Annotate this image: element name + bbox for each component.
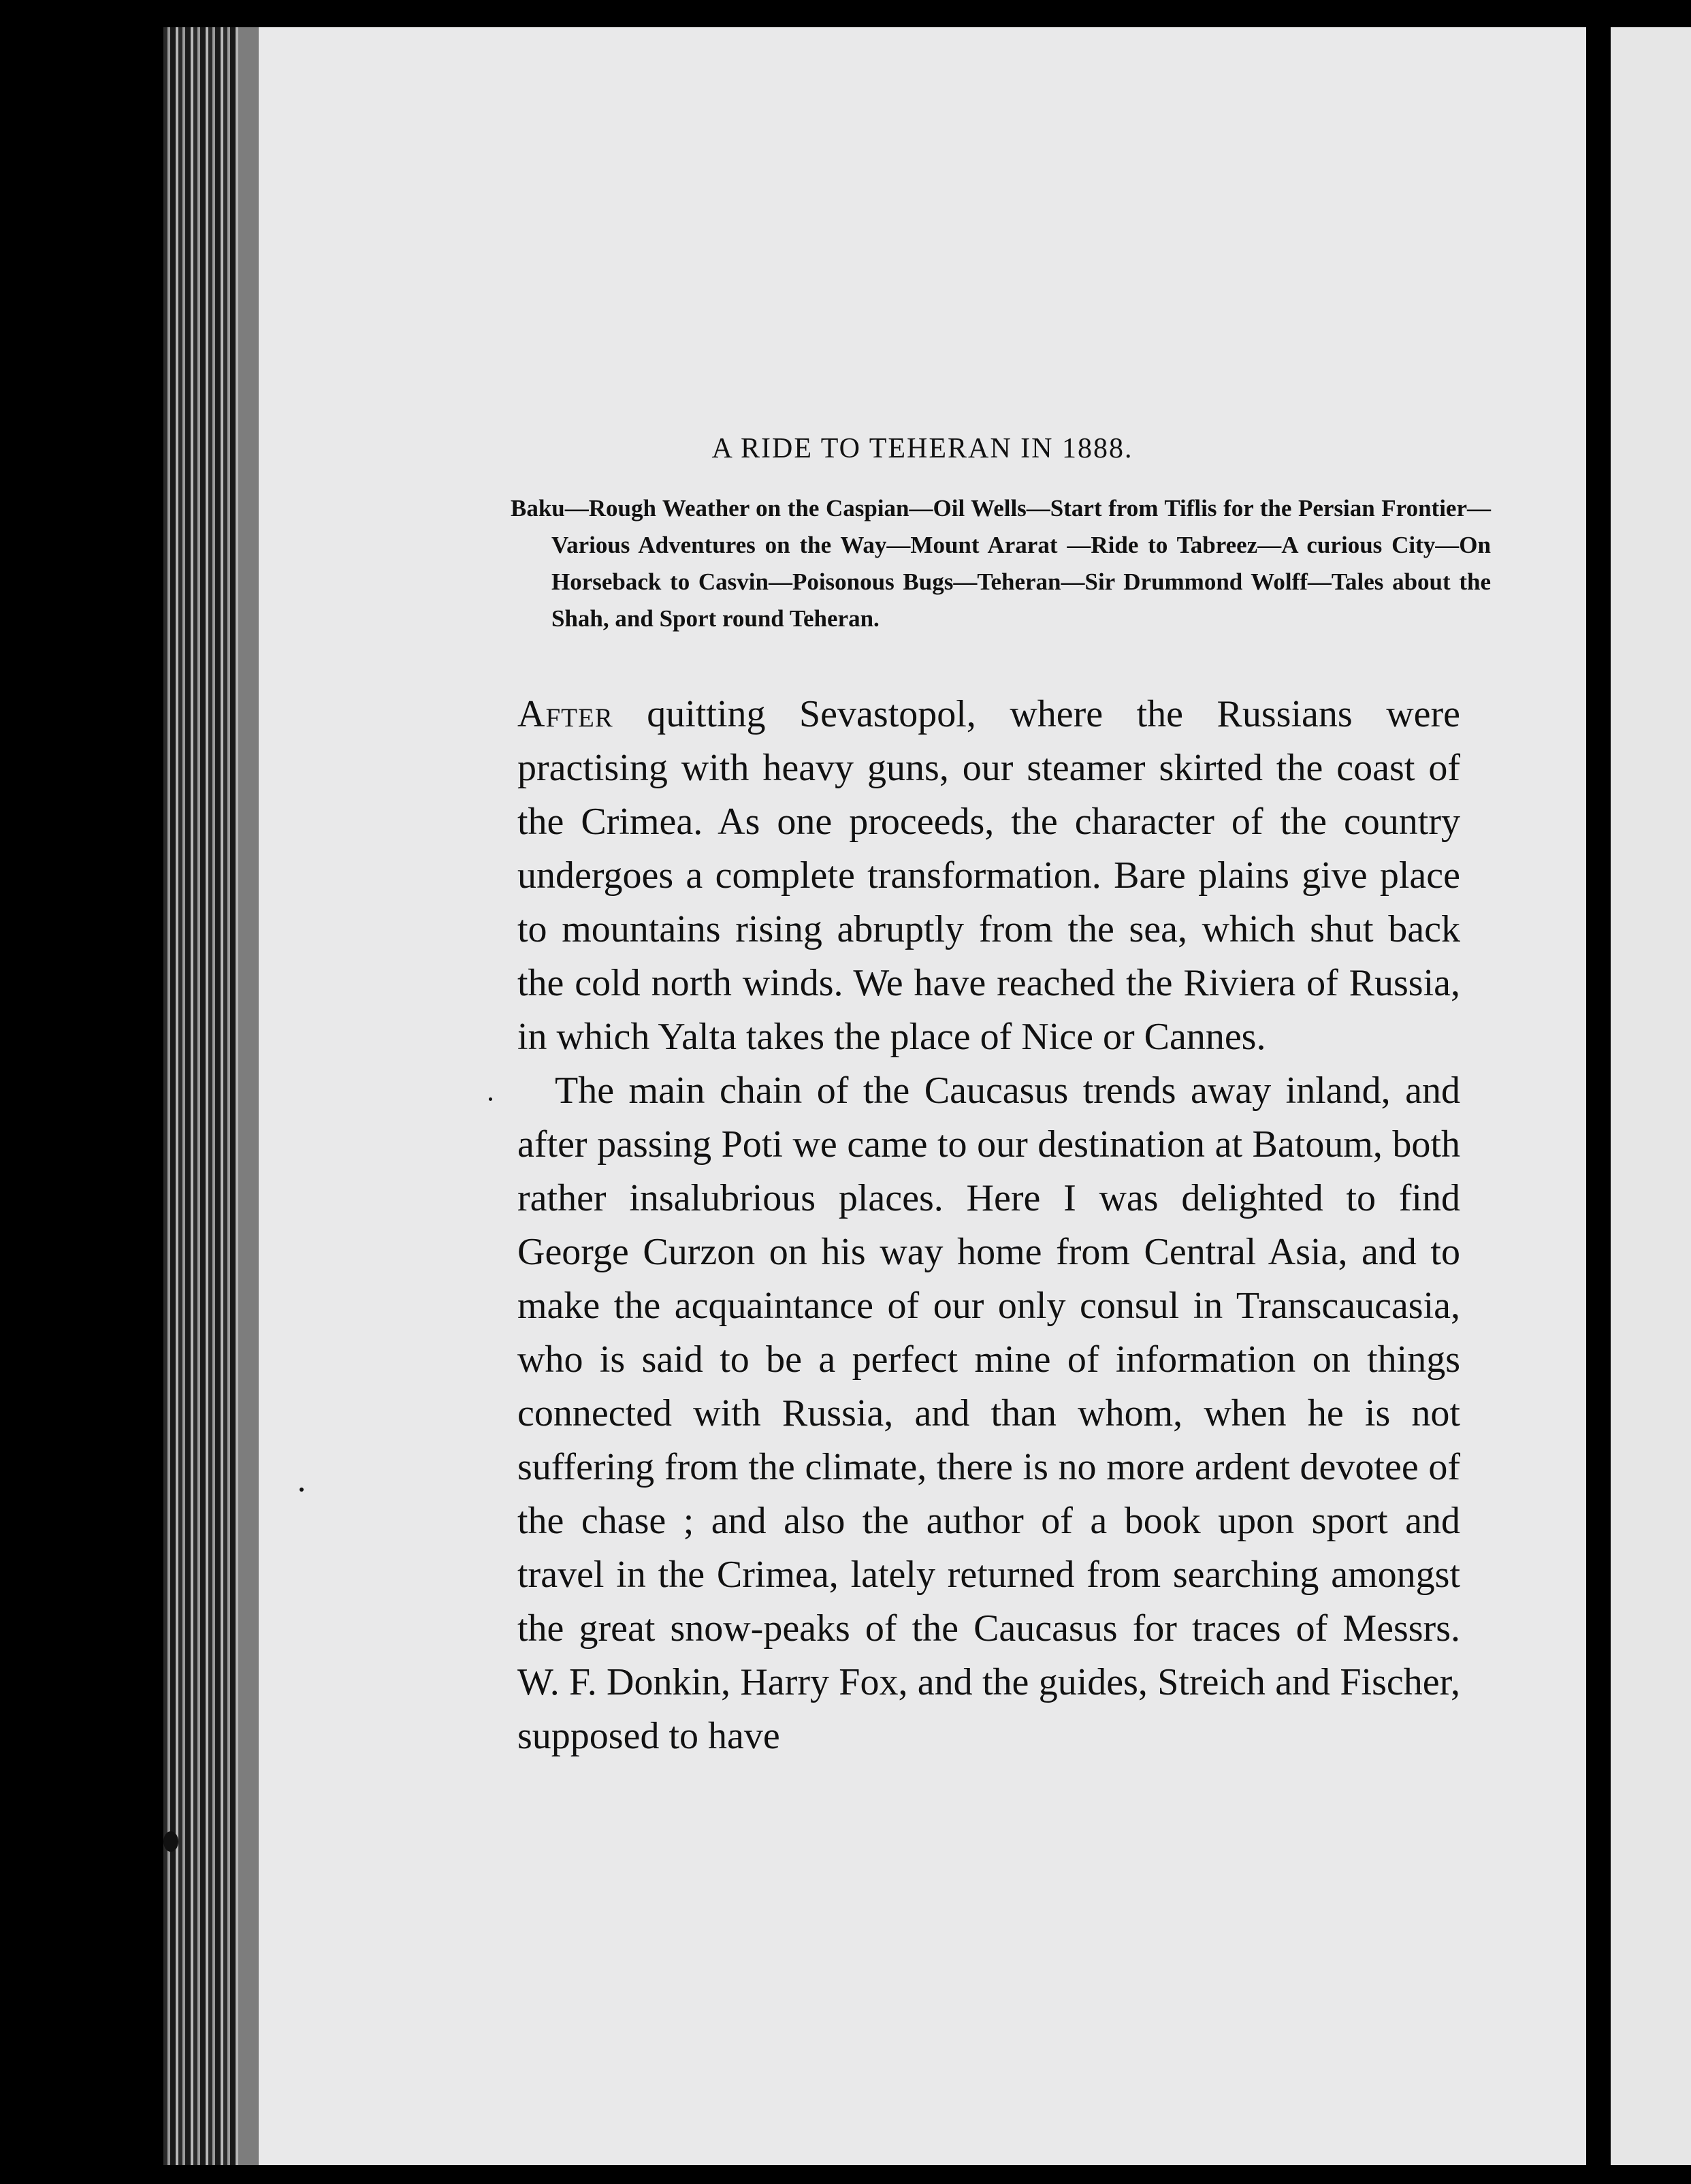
body-text bbox=[517, 688, 1460, 1763]
scan-speck bbox=[489, 1097, 492, 1101]
paragraph-2: The main chain of the Caucasus trends away inland, and after passing Poti we came to our destination at Batoum, both rather insalubrious places. Here I was delighted to find George Curzon on his way home from Central Asia, and to make the acquaintance of our only consul in Transcaucasia, who is said to be a perfect mine of information on things connected with Russia, and than whom, when he is not suffering from the climate, there is no more ardent devotee of the chase ; and also the author of a book upon sport and travel in the Crimea, lately returned from searching amongst the great snow-peaks of the Caucasus for traces of Messrs. W. F. Donkin, Harry Fox, and the guides, Streich and Fischer, supposed to have bbox=[517, 1070, 1460, 1757]
scan-speck bbox=[300, 1488, 304, 1492]
chapter-summary: Baku—Rough Weather on the Caspian—Oil Wells—Start from Tiflis for the Persian Frontier—Various Adventures on the Way—Mount Ararat —Ride to Tabreez—A curious City—On Horseback to Casvin—Poisonous Bugs—Teheran—Sir Drummond Wolff—Tales about the Shah, and Sport round Teheran. bbox=[511, 495, 1491, 632]
next-page-edge bbox=[1611, 27, 1691, 2165]
paragraph-1 bbox=[517, 688, 1460, 1064]
scan-speck bbox=[163, 1831, 178, 1852]
paragraph-1-text: quitting Sevastopol, where the Russians were practising with heavy guns, our steamer skirted the coast of the Crimea. As one proceeds, the character of the country undergoes a complete transformation. Bare plains give place to mountains rising abruptly from the sea, which shut back the cold north winds. We have reached the Riviera of Russia, in which Yalta takes the place of Nice or Cannes. bbox=[517, 693, 1460, 1058]
paragraph-lead-word: After bbox=[517, 693, 613, 735]
chapter-title: A RIDE TO TEHERAN IN 1888. bbox=[711, 433, 1133, 464]
page-gutter bbox=[1586, 0, 1611, 2184]
